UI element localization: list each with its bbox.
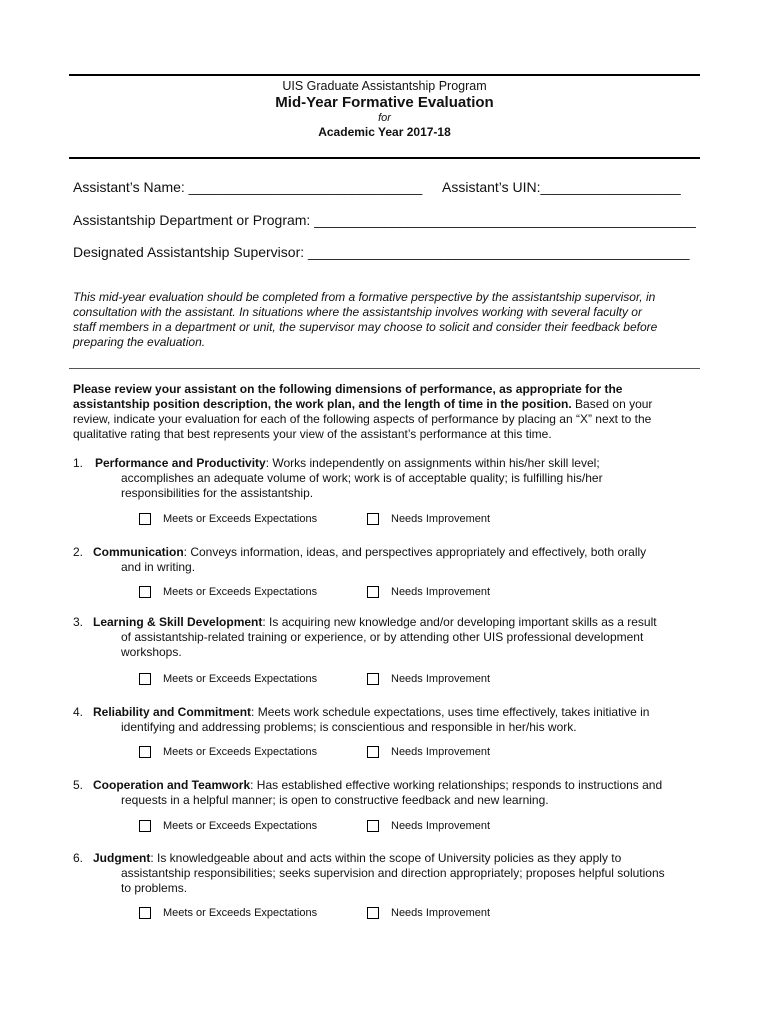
reliability-meets-option[interactable]: Meets or Exceeds Expectations (139, 746, 317, 758)
performance-needs-option[interactable]: Needs Improvement (367, 513, 490, 525)
checkbox[interactable] (367, 820, 379, 832)
criterion-performance: 1. Performance and Productivity: Works independently on assignments within his/her skill level; accomplishes an adequate volume of work; work is of acceptable quality; is fulfilling his/her responsibilities for the assistantship. (73, 456, 603, 500)
communication-meets-option[interactable]: Meets or Exceeds Expectations (139, 586, 317, 598)
title-for: for (378, 112, 391, 124)
checkbox[interactable] (139, 586, 151, 598)
reliability-needs-option[interactable]: Needs Improvement (367, 746, 490, 758)
communication-needs-option[interactable]: Needs Improvement (367, 586, 490, 598)
department-field[interactable]: Assistantship Department or Program: _________________________________________________ (73, 212, 696, 228)
checkbox[interactable] (367, 513, 379, 525)
criterion-learning: 3. Learning & Skill Development: Is acquiring new knowledge and/or developing important skills as a result of assistantship-related training or experience, or by attending other UIS professional development workshops. (73, 615, 657, 659)
academic-year: Academic Year 2017-18 (318, 125, 451, 139)
assistant-name-field[interactable]: Assistant’s Name: ______________________________ (73, 179, 423, 195)
criterion-communication: 2. Communication: Conveys information, ideas, and perspectives appropriately and effectively, both orally and in writing. (73, 545, 647, 574)
learning-needs-option[interactable]: Needs Improvement (367, 673, 490, 685)
checkbox[interactable] (139, 820, 151, 832)
checkbox[interactable] (139, 513, 151, 525)
criterion-judgment: 6. Judgment: Is knowledgeable about and acts within the scope of University policies as they apply to assistantship responsibilities; seeks supervision and direction appropriately; proposes helpful solutions to problems. (73, 851, 665, 895)
assistant-uin-field[interactable]: Assistant’s UIN:__________________ (442, 179, 681, 195)
judgment-needs-option[interactable]: Needs Improvement (367, 907, 490, 919)
program-name: UIS Graduate Assistantship Program (282, 79, 487, 93)
performance-meets-option[interactable]: Meets or Exceeds Expectations (139, 513, 317, 525)
section-divider (69, 368, 700, 369)
intro-paragraph: This mid-year evaluation should be completed from a formative perspective by the assistantship supervisor, in consultation with the assistant. In situations where the assistantship involves working with several faculty or staff members in a department or unit, the supervisor may choose to solicit and consider their feedback before preparing the evaluation. (73, 290, 658, 349)
judgment-meets-option[interactable]: Meets or Exceeds Expectations (139, 907, 317, 919)
checkbox[interactable] (139, 673, 151, 685)
checkbox[interactable] (139, 746, 151, 758)
form-title: Mid-Year Formative Evaluation (275, 94, 494, 111)
checkbox[interactable] (139, 907, 151, 919)
header-bottom-rule (69, 157, 700, 159)
checkbox[interactable] (367, 907, 379, 919)
cooperation-needs-option[interactable]: Needs Improvement (367, 820, 490, 832)
top-rule (69, 74, 700, 76)
supervisor-field[interactable]: Designated Assistantship Supervisor: _________________________________________________ (73, 244, 690, 260)
cooperation-meets-option[interactable]: Meets or Exceeds Expectations (139, 820, 317, 832)
checkbox[interactable] (367, 746, 379, 758)
checkbox[interactable] (367, 673, 379, 685)
checkbox[interactable] (367, 586, 379, 598)
criterion-reliability: 4. Reliability and Commitment: Meets work schedule expectations, uses time effectively, takes initiative in identifying and addressing problems; is conscientious and responsible in her/his work. (73, 705, 650, 734)
criterion-cooperation: 5. Cooperation and Teamwork: Has established effective working relationships; responds to instructions and requests in a helpful manner; is open to constructive feedback and new learning. (73, 778, 663, 807)
learning-meets-option[interactable]: Meets or Exceeds Expectations (139, 673, 317, 685)
instructions-paragraph: Please review your assistant on the following dimensions of performance, as appropriate for the assistantship position description, the work plan, and the length of time in the position. Based on your review, indicate your evaluation for each of the following aspects of performance by placing an “X” next to the qualitative rating that best represents your view of the assistant’s performance at this time. (73, 382, 653, 441)
